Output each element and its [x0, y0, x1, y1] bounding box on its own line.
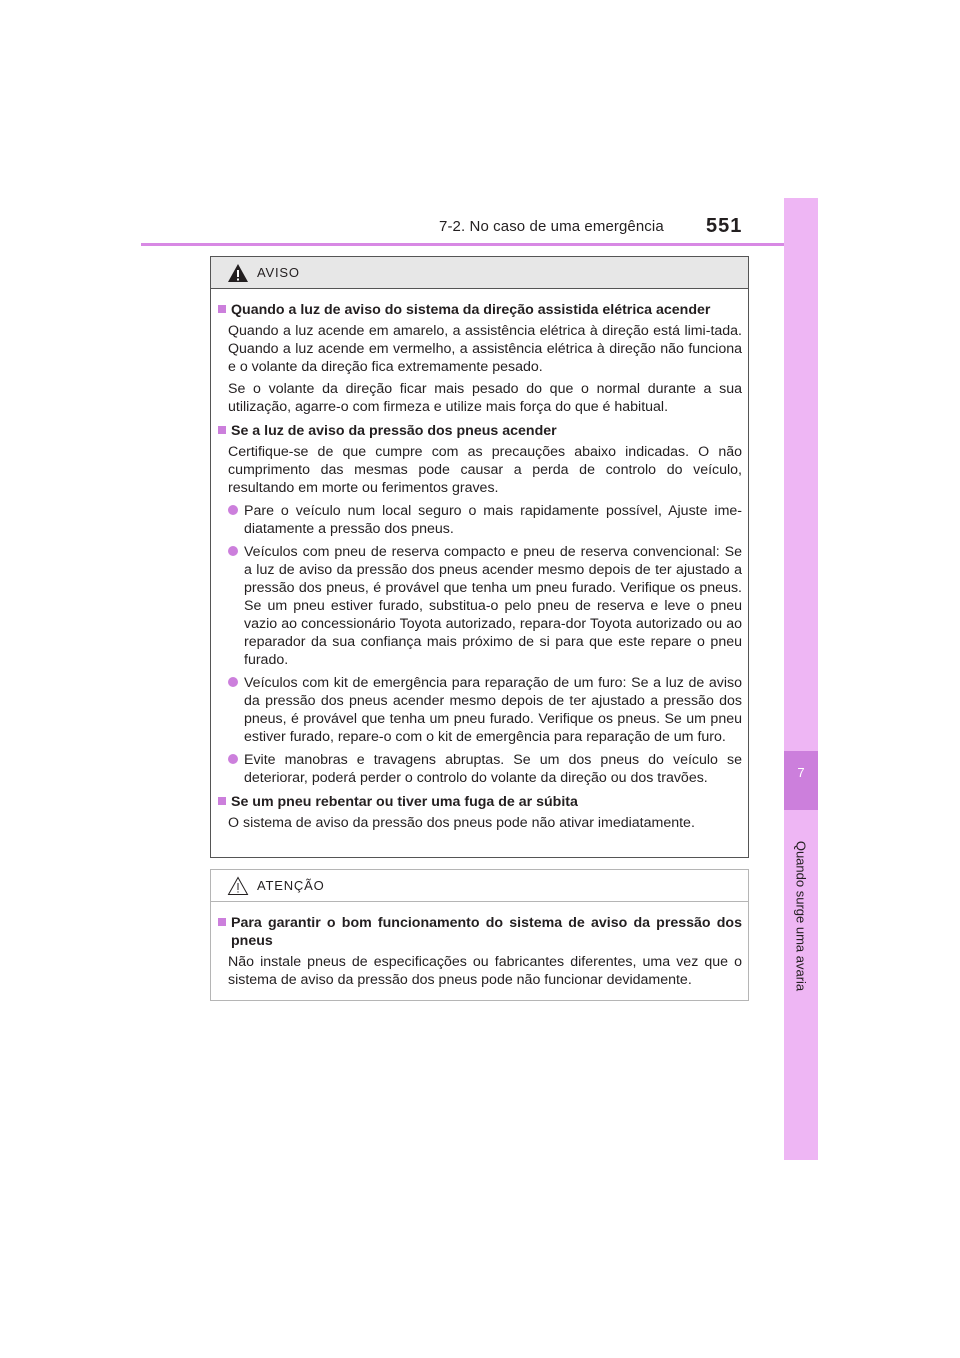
paragraph: O sistema de aviso da pressão dos pneus pode não ativar imediatamente.	[228, 815, 695, 831]
warning-section	[217, 301, 742, 416]
warning-label: AVISO	[257, 265, 300, 280]
section-square-icon	[218, 305, 226, 313]
paragraph: Quando a luz acende em amarelo, a assistência elétrica à direção está limi-tada. Quando a luz acende em vermelho, a assistência elétrica à direção não funciona e o volante da direção fica extremamente pesado.	[228, 323, 742, 375]
paragraph: Se o volante da direção ficar mais pesado do que o normal durante a sua utilização, agarre-o com firmeza e utilize mais força do que é habitual.	[228, 381, 742, 415]
caution-label: ATENÇÃO	[257, 878, 325, 893]
chapter-title: Quando surge uma avaria	[793, 840, 809, 992]
paragraph: Não instale pneus de especificações ou fabricantes diferentes, uma vez que o sistema de aviso da pressão dos pneus pode não funcionar devidamente.	[228, 954, 742, 988]
section-title: Se a luz de aviso da pressão dos pneus acender	[231, 423, 557, 439]
section-square-icon	[218, 426, 226, 434]
caution-box	[210, 869, 749, 1001]
section-title: Quando a luz de aviso do sistema da direção assistida elétrica acender	[231, 302, 711, 318]
section-title: Para garantir o bom funcionamento do sistema de aviso da pressão dos pneus	[231, 915, 742, 949]
bullet-dot-icon	[228, 754, 238, 764]
bullet-item: Veículos com pneu de reserva compacto e pneu de reserva convencional: Se a luz de aviso da pressão dos pneus acender mesmo depois de ter ajustado a pressão dos pneus, é provável que tenha um pneu furado. Verifique os pneus. Se um pneu estiver furado, substitua-o pelo pneu de reserva e leve o pneu vazio ao concessionário Toyota autorizado, repara-dor Toyota autorizado ou ao reparador da sua confiança mais próximo de si para que este repare o pneu furado.	[228, 543, 742, 669]
warning-triangle-icon	[227, 263, 249, 283]
header-divider	[141, 243, 818, 246]
caution-box-header	[211, 870, 748, 902]
warning-box-header	[211, 257, 748, 289]
section-square-icon	[218, 918, 226, 926]
bullet-dot-icon	[228, 677, 238, 687]
chapter-number: 7	[784, 751, 818, 810]
paragraph: Certifique-se de que cumpre com as precauções abaixo indicadas. O não cumprimento das mesmas pode causar a perda de controlo do veículo, resultando em morte ou ferimentos graves.	[228, 444, 742, 496]
bullet-item: Pare o veículo num local seguro o mais rapidamente possível, Ajuste ime-diatamente a pressão dos pneus.	[228, 502, 742, 538]
bullet-item: Evite manobras e travagens abruptas. Se um dos pneus do veículo se deteriorar, poderá perder o controlo do volante da direção ou dos travões.	[228, 751, 742, 787]
caution-triangle-icon	[227, 876, 249, 896]
bullet-dot-icon	[228, 505, 238, 515]
section-title: 7-2. No caso de uma emergência	[439, 218, 664, 235]
warning-section	[217, 422, 742, 787]
warning-section	[217, 793, 742, 832]
chapter-side-tab	[784, 198, 818, 1160]
bullet-item: Veículos com kit de emergência para reparação de um furo: Se a luz de aviso da pressão dos pneus acender mesmo depois de ter ajustado a pressão dos pneus, é provável que tenha um pneu furado. Verifique os pneus. Se um pneu estiver furado, repare-o com o kit de emergência para reparação de um furo.	[228, 674, 742, 746]
section-title: Se um pneu rebentar ou tiver uma fuga de ar súbita	[231, 794, 578, 810]
bullet-dot-icon	[228, 546, 238, 556]
warning-box	[210, 256, 749, 858]
section-square-icon	[218, 797, 226, 805]
page-number: 551	[706, 215, 743, 237]
